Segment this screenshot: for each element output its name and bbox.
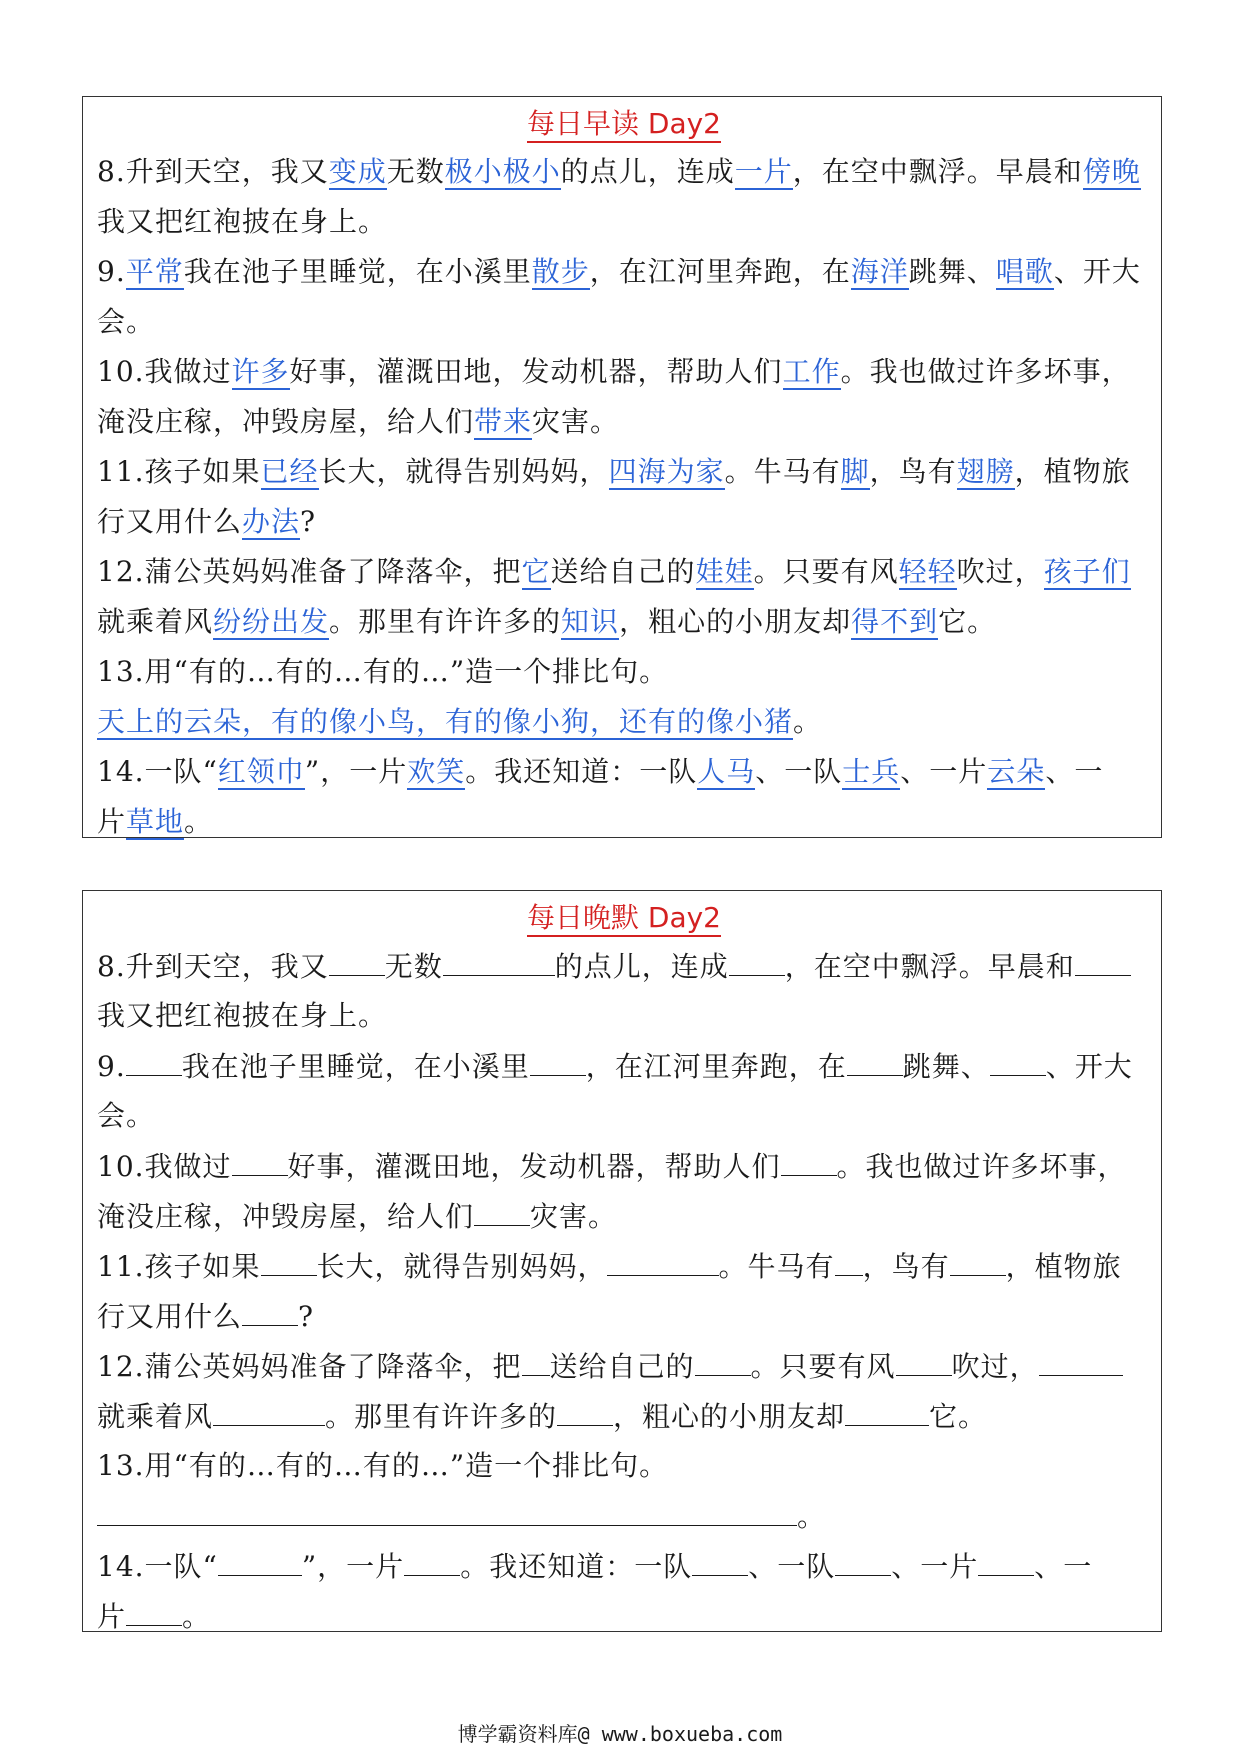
blank[interactable] [126,1591,182,1626]
evening-dictation-box [82,890,1162,1632]
blank[interactable] [835,1541,891,1576]
blank[interactable] [729,941,785,976]
blank[interactable] [530,1041,586,1076]
blank[interactable] [522,1341,550,1376]
evening-line-8b: 我又把红袍披在身上。 [97,999,388,1032]
evening-line-12a: 12.蒲公英妈妈准备了降落伞，把 送给自己的 。只要有风 吹过， [97,1341,1151,1391]
morning-line-11b: 行又用什么办法? [97,505,317,538]
morning-line-13a: 13.用“有的…有的…有的…”造一个排比句。 [97,655,669,688]
morning-line-10b: 淹没庄稼，冲毁房屋，给人们带来灾害。 [97,405,620,438]
morning-line-9b: 会。 [97,305,156,338]
evening-line-13a: 13.用“有的…有的…有的…”造一个排比句。 [97,1449,669,1482]
blank[interactable] [218,1541,302,1576]
morning-title: 每日早读 Day2 [97,101,1151,147]
evening-title: 每日晚默 Day2 [97,895,1151,941]
blank[interactable] [847,1041,903,1076]
morning-line-8a: 8.升到天空，我又变成无数极小极小的点儿，连成一片，在空中飘浮。早晨和傍晚 [97,155,1141,188]
morning-line-10a: 10.我做过许多好事，灌溉田地，发动机器，帮助人们工作。我也做过许多坏事， [97,355,1131,388]
blank[interactable] [443,941,555,976]
blank[interactable] [692,1541,748,1576]
morning-line-11a: 11.孩子如果已经长大，就得告别妈妈，四海为家。牛马有脚，鸟有翅膀，植物旅 [97,455,1131,488]
morning-line-8b: 我又把红袍披在身上。 [97,205,388,238]
evening-line-14a: 14.一队“ ”，一片 。我还知道：一队 、一队 、一片 、一 [97,1541,1151,1591]
blank[interactable] [97,1491,797,1526]
blank[interactable] [990,1041,1046,1076]
blank[interactable] [242,1291,298,1326]
evening-line-11b: 行又用什么 ? [97,1291,1151,1341]
morning-line-14a: 14.一队“红领巾”，一片欢笑。我还知道：一队人马、一队士兵、一片云朵、一 [97,755,1104,788]
morning-line-9a: 9.平常我在池子里睡觉，在小溪里散步，在江河里奔跑，在海洋跳舞、唱歌、开大 [97,255,1141,288]
blank[interactable] [695,1341,751,1376]
evening-line-9a: 9. 我在池子里睡觉，在小溪里 ，在江河里奔跑，在 跳舞、 、开大 [97,1041,1151,1091]
blank[interactable] [213,1391,325,1426]
blank[interactable] [781,1141,837,1176]
evening-line-10b: 淹没庄稼，冲毁房屋，给人们 灾害。 [97,1191,1151,1241]
blank[interactable] [950,1241,1006,1276]
evening-line-11a: 11.孩子如果 长大，就得告别妈妈， 。牛马有 ，鸟有 ，植物旅 [97,1241,1151,1291]
morning-line-12a: 12.蒲公英妈妈准备了降落伞，把它送给自己的娃娃。只要有风轻轻吹过，孩子们 [97,555,1131,588]
blank[interactable] [474,1191,530,1226]
blank[interactable] [404,1541,460,1576]
morning-line-14b: 片草地。 [97,805,214,838]
blank[interactable] [261,1241,317,1276]
evening-line-10a: 10.我做过 好事，灌溉田地，发动机器，帮助人们 。我也做过许多坏事， [97,1141,1151,1191]
blank[interactable] [978,1541,1034,1576]
blank[interactable] [607,1241,719,1276]
blank[interactable] [845,1391,929,1426]
blank[interactable] [557,1391,613,1426]
blank[interactable] [835,1241,863,1276]
evening-line-8a: 8.升到天空，我又 无数 的点儿，连成 ，在空中飘浮。早晨和 [97,941,1151,991]
blank[interactable] [329,941,385,976]
morning-line-13b: 天上的云朵，有的像小鸟，有的像小狗，还有的像小猪。 [97,705,823,738]
blank[interactable] [1075,941,1131,976]
blank[interactable] [896,1341,952,1376]
footer-watermark: 博学霸资料库@ www.boxueba.com [457,1722,783,1746]
evening-line-12b: 就乘着风 。那里有许许多的 ，粗心的小朋友却 它。 [97,1391,1151,1441]
evening-line-9b: 会。 [97,1099,156,1132]
morning-reading-box [82,96,1162,838]
blank[interactable] [232,1141,288,1176]
blank[interactable] [126,1041,182,1076]
evening-line-13b: 。 [97,1491,1151,1541]
morning-line-12b: 就乘着风纷纷出发。那里有许许多的知识，粗心的小朋友却得不到它。 [97,605,997,638]
blank[interactable] [1039,1341,1123,1376]
evening-line-14b: 片 。 [97,1591,1151,1641]
